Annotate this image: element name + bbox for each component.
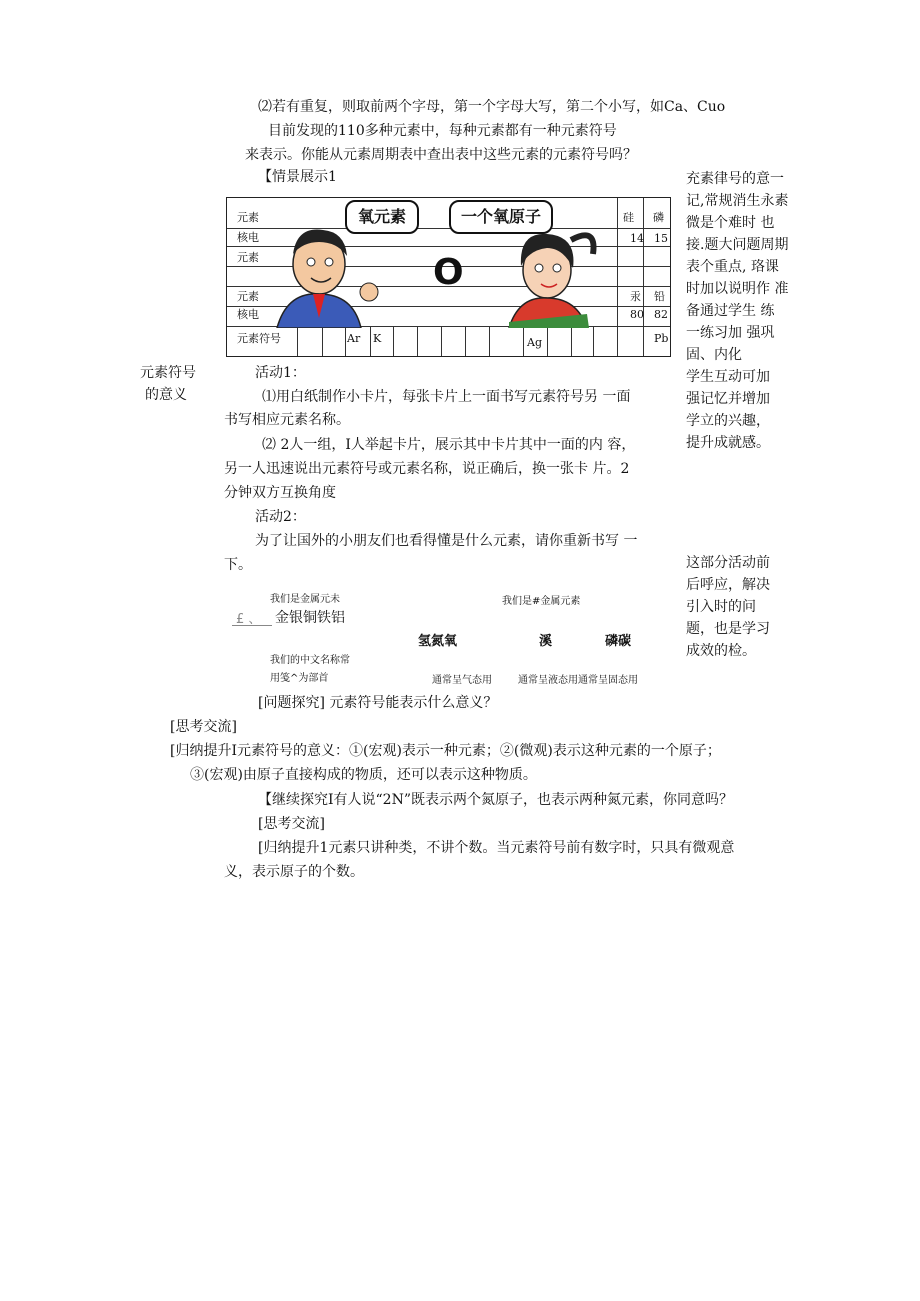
oxygen-symbol: O <box>433 252 464 293</box>
side-note-line: 备通过学生 练 <box>686 303 775 319</box>
left-label-symbol: 元素符号 <box>140 365 196 381</box>
intro-line-2: 来表示。你能从元素周期表中查出表中这些元素的元素符号吗？ <box>245 147 637 163</box>
summary-2-line-2: 义，表示原子的个数。 <box>224 864 364 880</box>
row-label: 核电 <box>237 308 259 321</box>
activity-1-step-2a: ⑵ 2人一组，I人举起卡片，展示其中卡片其中一面的内 容， <box>262 437 636 453</box>
row-label: 核电 <box>237 231 259 244</box>
side-note-top <box>686 168 788 454</box>
speech-bubble-right: 一个氧原子 <box>449 200 553 234</box>
side-note-line: 一练习加 强巩 <box>686 325 775 341</box>
think-exchange-1: [思考交流] <box>170 719 237 735</box>
card-metal-prefix: £ 、 <box>236 612 262 627</box>
activity-2-line-1: 为了让国外的小朋友们也看得懂是什么元素，请你重新书写 一 <box>255 533 638 549</box>
card-gas-names: 氢氮氧 <box>418 634 458 649</box>
activity-1-step-1a: ⑴用白纸制作小卡片，每张卡片上一面书写元素符号另 一面 <box>262 389 631 405</box>
activity-2-title: 活动2： <box>255 509 306 525</box>
card-metal-title: 我们是金属元未 <box>270 594 340 605</box>
summary-2-line-1: [归纳提升1元素只讲种类，不讲个数。当元素符号前有数字时，只具有微观意 <box>258 840 735 856</box>
card-metal-underline <box>232 625 272 626</box>
continue-inquiry: 【继续探究I有人说“2N”既表示两个氮原子，也表示两种氮元素，你同意吗？ <box>258 792 734 808</box>
row-label: 元素 <box>237 251 259 264</box>
side-note-line: 微是个难时 也 <box>686 215 775 231</box>
side-note-line: 题，也是学习 <box>686 621 770 637</box>
element-silicon: 硅 <box>623 211 634 224</box>
side-note-bottom <box>686 552 770 662</box>
side-note-line: 提升成就感。 <box>686 435 770 451</box>
symbol-pb: Pb <box>654 332 669 345</box>
scene-heading: 【情景展示1 <box>258 169 337 185</box>
number-14: 14 <box>630 232 644 245</box>
element-phosphorus: 磷 <box>653 211 664 224</box>
side-note-line: 记,常规消生永素 <box>686 193 789 209</box>
side-note-line: 固、内化 <box>686 347 742 363</box>
row-label: 元素 <box>237 211 259 224</box>
summary-1-line-1: [归纳提升I元素符号的意义：①(宏观)表示一种元素；②(微观)表示这种元素的一个原子； <box>170 743 721 759</box>
card-nonmetal-title: 我们是#金属元素 <box>502 596 581 607</box>
row-label: 元素 <box>237 290 259 303</box>
speech-bubble-left: 氧元素 <box>345 200 419 234</box>
card-liquid-name: 溪 <box>539 634 553 649</box>
side-note-line: 这部分活动前 <box>686 555 770 571</box>
card-metal-names: 金银铜铁铝 <box>275 610 345 626</box>
side-note-line: 后呼应，解决 <box>686 577 770 593</box>
activity-1-step-2b: 另一人迅速说出元素符号或元素名称，说正确后，换一张卡 片。2 <box>224 461 630 477</box>
side-note-line: 接.题大问题周期 <box>686 237 789 253</box>
number-15: 15 <box>654 232 668 245</box>
think-exchange-2: [思考交流] <box>258 816 325 832</box>
element-lead: 铅 <box>654 290 665 303</box>
side-note-line: 引入时的问 <box>686 599 756 615</box>
side-note-line: 表个重点, 珞课 <box>686 259 779 275</box>
symbol-k: K <box>373 332 382 345</box>
side-note-line: 成效的检。 <box>686 643 756 659</box>
activity-1-step-1b: 书写相应元素名称。 <box>224 412 350 428</box>
card-note-2: 用笺^为部首 <box>270 673 329 684</box>
number-80: 80 <box>630 308 644 321</box>
side-note-line: 学立的兴趣， <box>686 413 770 429</box>
activity-1-title: 活动1： <box>255 365 306 381</box>
number-82: 82 <box>654 308 668 321</box>
side-note-line: 强记忆并增加 <box>686 391 770 407</box>
cartoon-illustration <box>257 196 619 328</box>
left-label-meaning: 的意义 <box>145 387 187 403</box>
summary-1-line-2: ③(宏观)由原子直接构成的物质，还可以表示这种物质。 <box>190 767 537 783</box>
card-state-gas: 通常呈气态用 <box>432 675 492 686</box>
card-solid-names: 磷碳 <box>605 634 632 649</box>
activity-1-step-2c: 分钟双方互换角度 <box>224 485 336 501</box>
symbol-ag: Ag <box>527 336 542 349</box>
element-mercury: 汞 <box>630 290 641 303</box>
card-note-1: 我们的中文名称常 <box>270 655 350 666</box>
side-note-line: 充素律号的意一 <box>686 171 784 187</box>
problem-inquiry: [问题探究] 元素符号能表示什么意义？ <box>258 695 498 711</box>
rule-line-2: ⑵若有重复，则取前两个字母，第一个字母大写，第二个小写，如Ca、Cuo <box>258 99 726 115</box>
intro-line-1: 目前发现的110多种元素中，每种元素都有一种元素符号 <box>268 123 617 139</box>
activity-2-line-2: 下。 <box>224 557 252 573</box>
side-note-line: 学生互动可加 <box>686 369 770 385</box>
row-label: 元素符号 <box>237 332 281 345</box>
card-state-liquid-solid: 通常呈液态用通常呈固态用 <box>518 675 638 686</box>
side-note-line: 时加以说明作 准 <box>686 281 789 297</box>
symbol-ar: Ar <box>347 332 361 345</box>
element-table <box>226 197 671 357</box>
